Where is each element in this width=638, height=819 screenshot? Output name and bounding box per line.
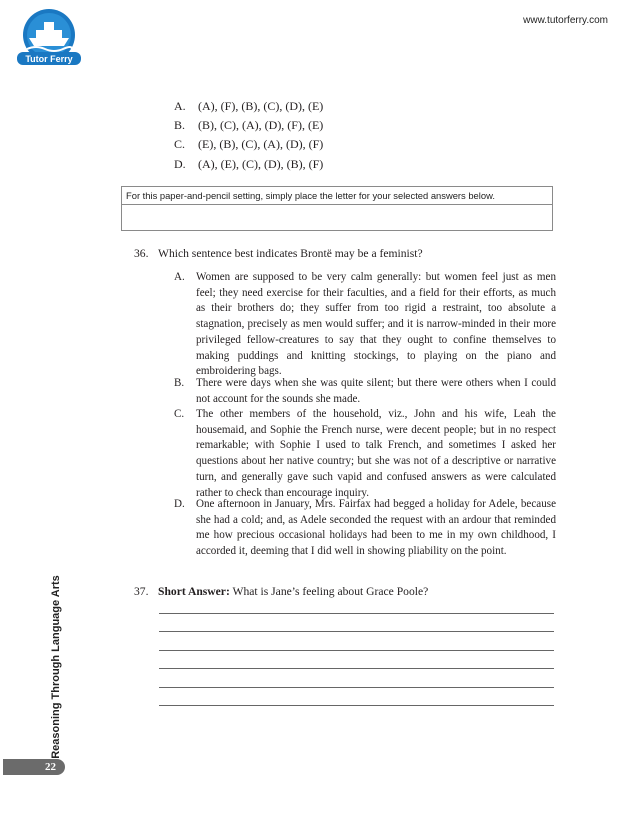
section-title: Reasoning Through Language Arts <box>50 575 62 759</box>
answer-line[interactable] <box>159 631 554 632</box>
option-text: (E), (B), (C), (A), (D), (F) <box>198 137 324 152</box>
answer-line[interactable] <box>159 705 554 706</box>
option-c <box>174 135 323 154</box>
choice-b[interactable] <box>174 376 556 407</box>
question-prompt: What is Jane’s feeling about Grace Poole? <box>232 585 429 598</box>
option-b <box>174 116 323 135</box>
option-d <box>174 155 323 174</box>
ordering-options <box>174 97 323 174</box>
choice-text: Women are supposed to be very calm generally: but women feel just as men feel; they need exercise for their faculties, and a field for their efforts, as much as their brothers do; they suffer from too rigid a restraint, too absolute a stagnation, precisely as men would suffer; and it is narrow-minded in their more privileged fellow-creatures to say that they ought to confine themselves to making puddings and knitting stockings, to playing on the piano and embroidering bags. <box>196 271 556 378</box>
option-letter: B. <box>174 118 186 133</box>
choice-d[interactable] <box>174 497 556 560</box>
option-text: (A), (E), (C), (D), (B), (F) <box>198 156 324 171</box>
question-prompt: Which sentence best indicates Brontë may be a feminist? <box>158 247 423 260</box>
choice-c[interactable] <box>174 407 556 501</box>
question-36 <box>134 247 423 260</box>
short-answer-label: Short Answer: <box>158 585 230 598</box>
question-number: 37. <box>134 585 149 598</box>
choice-text: The other members of the household, viz., John and his wife, Leah the housemaid, and Sophie the French nurse, were decent people; but in no respect remarkable; with Sophie I used to talk French, and sometimes I asked her questions about her native country; but she was not of a descriptive or narrative turn, and generally gave such vapid and confused answers as were calculated rather to check than encourage inquiry. <box>196 408 556 499</box>
choice-letter: B. <box>174 377 185 389</box>
option-letter: C. <box>174 137 186 152</box>
choice-letter: A. <box>174 271 185 283</box>
answer-line[interactable] <box>159 650 554 651</box>
ship-logo-icon <box>14 8 84 70</box>
choice-letter: C. <box>174 408 185 420</box>
choice-text: One afternoon in January, Mrs. Fairfax had begged a holiday for Adele, because she had a cold; and, as Adele seconded the request with an ardour that reminded me how precious occasional holidays had been to me in my own childhood, I accorded it, deeming that I did well in showing pliability on the point. <box>196 498 556 558</box>
option-text: (B), (C), (A), (D), (F), (E) <box>198 118 324 133</box>
question-37 <box>134 585 428 598</box>
choice-text: There were days when she was quite silent; but there were others when I could not account for the sounds she made. <box>196 377 556 405</box>
answer-box-instruction: For this paper-and-pencil setting, simply place the letter for your selected answers below. <box>122 187 552 205</box>
page-number: 22 <box>45 761 56 773</box>
option-text: (A), (F), (B), (C), (D), (E) <box>198 99 324 113</box>
question-number: 36. <box>134 247 149 260</box>
choice-a[interactable] <box>174 270 556 380</box>
tutor-ferry-logo <box>14 8 84 70</box>
option-a <box>174 97 323 116</box>
option-letter: A. <box>174 99 186 113</box>
page-tab <box>3 759 65 775</box>
site-url: www.tutorferry.com <box>523 15 608 26</box>
answer-box <box>121 186 553 231</box>
answer-line[interactable] <box>159 687 554 688</box>
answer-line[interactable] <box>159 668 554 669</box>
answer-write-area[interactable] <box>122 205 552 231</box>
option-letter: D. <box>174 156 186 171</box>
logo-text: Tutor Ferry <box>25 54 73 64</box>
choice-letter: D. <box>174 498 185 510</box>
answer-line[interactable] <box>159 613 554 614</box>
